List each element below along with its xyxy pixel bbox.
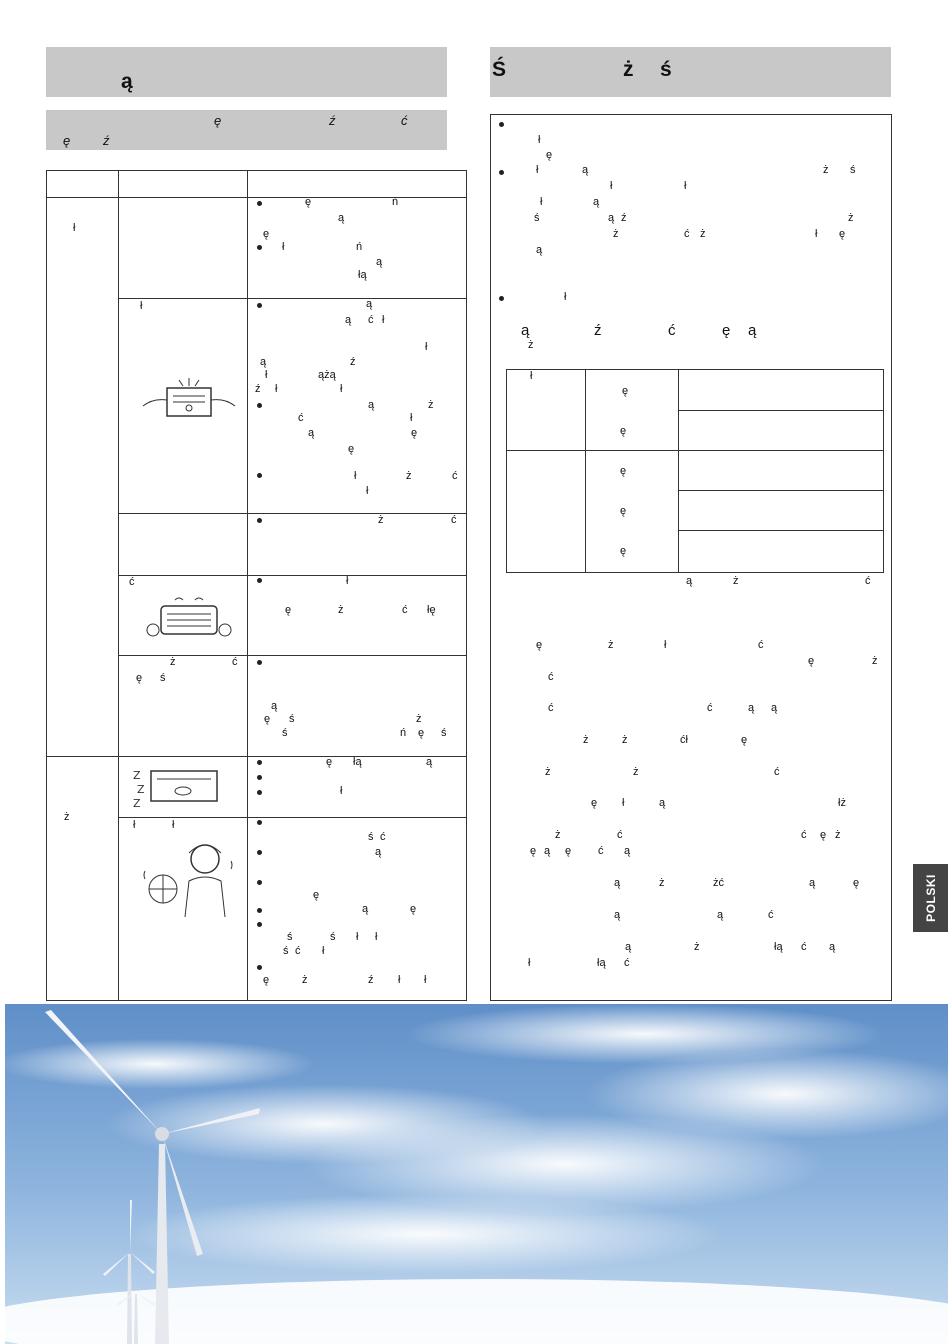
cell-glyph: ń xyxy=(400,727,407,739)
cell-glyph: ę xyxy=(410,903,417,915)
cell-glyph: ą xyxy=(376,256,383,268)
panel-glyph: ć xyxy=(548,702,554,714)
panel-glyph: ć xyxy=(801,941,807,953)
panel-glyph: ć xyxy=(668,322,676,339)
inner-settings-table xyxy=(506,369,884,573)
panel-glyph: ż xyxy=(555,829,561,841)
svg-text:Z: Z xyxy=(133,797,141,810)
panel-glyph: ż xyxy=(613,228,619,240)
panel-glyph: ę xyxy=(820,829,827,841)
panel-glyph: ą xyxy=(686,575,693,587)
panel-glyph: ł xyxy=(610,180,613,192)
panel-glyph: ć xyxy=(758,639,764,651)
panel-glyph: ą xyxy=(829,941,836,953)
panel-glyph: ł xyxy=(622,797,625,809)
person-sweating-illustration xyxy=(139,831,239,921)
panel-glyph: ę xyxy=(722,322,731,339)
panel-glyph: ś xyxy=(534,212,540,224)
cell-glyph: ź xyxy=(255,383,261,395)
panel-glyph: ż xyxy=(700,228,706,240)
panel-glyph: łż xyxy=(838,797,846,809)
right-header-glyph: Ś xyxy=(492,58,507,81)
panel-glyph: łą xyxy=(774,941,783,953)
cell-glyph: ś xyxy=(287,931,293,943)
panel-glyph: ż xyxy=(622,734,628,746)
inner-table-glyph: ę xyxy=(620,465,627,477)
cell-glyph: ążą xyxy=(318,369,336,381)
panel-glyph: ż xyxy=(733,575,739,587)
cell-glyph: ć xyxy=(295,945,301,957)
cell-glyph: ł xyxy=(346,575,349,587)
unit-error-illustration xyxy=(139,376,239,426)
panel-glyph: ż xyxy=(608,639,614,651)
inner-table-glyph: ę xyxy=(620,545,627,557)
cell-glyph: ł xyxy=(140,300,143,312)
panel-glyph: ć xyxy=(865,575,871,587)
panel-glyph: ę xyxy=(530,845,537,857)
panel-glyph: ą xyxy=(614,909,621,921)
cell-glyph: ł xyxy=(398,974,401,986)
cell-glyph: ą xyxy=(308,427,315,439)
panel-glyph: ż xyxy=(545,766,551,778)
panel-glyph: ż xyxy=(583,734,589,746)
unit-sleeping-illustration xyxy=(131,767,231,811)
panel-glyph: ź xyxy=(594,322,602,339)
panel-glyph: ł xyxy=(528,957,531,969)
cell-glyph: łą xyxy=(353,756,362,768)
panel-glyph: ą xyxy=(771,702,778,714)
cell-glyph: ł xyxy=(322,945,325,957)
panel-glyph: ą xyxy=(582,164,589,176)
cell-glyph: ź xyxy=(350,356,356,368)
cell-glyph: ą xyxy=(338,212,345,224)
subheader-glyph: ź xyxy=(103,133,110,148)
panel-glyph: ź xyxy=(621,212,627,224)
cell-glyph: ł xyxy=(356,931,359,943)
panel-glyph: ż xyxy=(872,655,878,667)
panel-glyph: ż xyxy=(633,766,639,778)
panel-glyph: ż xyxy=(659,877,665,889)
cell-glyph: ż xyxy=(170,656,176,668)
panel-glyph: ę xyxy=(591,797,598,809)
cell-glyph: ł xyxy=(275,383,278,395)
panel-glyph: ą xyxy=(659,797,666,809)
left-header-glyph: ą xyxy=(121,70,133,93)
cell-glyph: ź xyxy=(368,974,374,986)
panel-glyph: ć xyxy=(548,671,554,683)
cell-glyph: ł xyxy=(354,470,357,482)
panel-glyph: ł xyxy=(538,134,541,146)
unit-cold-illustration xyxy=(139,596,239,646)
panel-glyph: ę xyxy=(546,149,553,161)
language-tab-label: POLSKI xyxy=(923,874,938,922)
cell-glyph: ń xyxy=(356,241,363,253)
cell-glyph: ą xyxy=(375,846,382,858)
panel-glyph: ę xyxy=(853,877,860,889)
cell-glyph: ą xyxy=(368,399,375,411)
panel-glyph: ż xyxy=(528,339,534,351)
panel-glyph: ć xyxy=(598,845,604,857)
cell-glyph: ś xyxy=(368,831,374,843)
inner-table-glyph: ę xyxy=(622,385,629,397)
cell-glyph: ż xyxy=(428,399,434,411)
panel-glyph: ł xyxy=(540,196,543,208)
panel-glyph: ł xyxy=(684,180,687,192)
panel-glyph: żć xyxy=(713,877,724,889)
wind-turbine-photo xyxy=(5,1004,948,1344)
panel-glyph: ć xyxy=(707,702,713,714)
panel-glyph: ę xyxy=(565,845,572,857)
right-header-glyph: ż xyxy=(623,58,634,81)
cell-glyph: ę xyxy=(326,756,333,768)
panel-glyph: ą xyxy=(809,877,816,889)
cell-glyph: ł xyxy=(340,785,343,797)
panel-glyph: ą xyxy=(536,244,543,256)
cell-glyph: ć xyxy=(451,514,457,526)
panel-glyph: ć xyxy=(774,766,780,778)
right-header-glyph: ś xyxy=(660,58,672,81)
cell-glyph: ą xyxy=(362,903,369,915)
cell-glyph: ń xyxy=(392,196,399,208)
panel-glyph: łą xyxy=(597,957,606,969)
panel-glyph: ą xyxy=(717,909,724,921)
cell-glyph: ż xyxy=(378,514,384,526)
cell-glyph: ę xyxy=(285,604,292,616)
cell-glyph: ł xyxy=(366,485,369,497)
cell-glyph: ł xyxy=(172,819,175,831)
cell-glyph: ś xyxy=(441,727,447,739)
panel-glyph: ż xyxy=(835,829,841,841)
cell-glyph: ł xyxy=(73,222,76,234)
cell-glyph: ł xyxy=(133,819,136,831)
cell-glyph: ę xyxy=(136,672,143,684)
cell-glyph: ś xyxy=(289,713,295,725)
panel-glyph: ą xyxy=(624,845,631,857)
language-tab xyxy=(913,864,948,932)
panel-glyph: ę xyxy=(536,639,543,651)
cell-glyph: ą xyxy=(345,314,352,326)
panel-glyph: ż xyxy=(694,941,700,953)
cell-glyph: ż xyxy=(406,470,412,482)
panel-glyph: ą xyxy=(748,702,755,714)
panel-glyph: ć xyxy=(684,228,690,240)
cell-glyph: ł xyxy=(410,412,413,424)
cell-glyph: ć xyxy=(298,412,304,424)
panel-glyph: ć xyxy=(768,909,774,921)
panel-glyph: ę xyxy=(839,228,846,240)
cell-glyph: łą xyxy=(358,269,367,281)
cell-glyph: ł xyxy=(382,314,385,326)
panel-glyph: ę xyxy=(741,734,748,746)
panel-glyph: ą xyxy=(608,212,615,224)
cell-glyph: ę xyxy=(348,443,355,455)
panel-glyph: ą xyxy=(748,322,757,339)
panel-glyph: ą xyxy=(521,322,530,339)
cell-glyph: ę xyxy=(313,889,320,901)
right-section-header xyxy=(490,47,891,97)
cell-glyph: ę xyxy=(305,196,312,208)
cell-glyph: ł xyxy=(424,974,427,986)
left-section-subheader xyxy=(46,110,447,150)
cell-glyph: ł xyxy=(340,383,343,395)
cell-glyph: ć xyxy=(402,604,408,616)
svg-text:Z: Z xyxy=(137,783,145,796)
subheader-glyph: ę xyxy=(214,113,222,128)
panel-glyph: ś xyxy=(850,164,856,176)
cell-glyph: ć xyxy=(232,656,238,668)
panel-glyph: ł xyxy=(664,639,667,651)
cell-glyph: ą xyxy=(271,700,278,712)
cell-glyph: ą xyxy=(366,298,373,310)
left-section-header xyxy=(46,47,447,97)
panel-glyph: ć xyxy=(624,957,630,969)
panel-glyph: ą xyxy=(625,941,632,953)
cell-glyph: łę xyxy=(427,604,436,616)
maintenance-info-panel xyxy=(490,114,892,1001)
sky-scene xyxy=(5,1004,948,1344)
cell-glyph: ę xyxy=(264,713,271,725)
cell-glyph: ł xyxy=(265,369,268,381)
subheader-glyph: ź xyxy=(329,113,336,128)
panel-glyph: ą xyxy=(544,845,551,857)
cell-glyph: ż xyxy=(338,604,344,616)
cell-glyph: ć xyxy=(380,831,386,843)
svg-text:Z: Z xyxy=(133,769,141,782)
cell-glyph: ę xyxy=(263,228,270,240)
cell-glyph: ę xyxy=(263,974,270,986)
cell-glyph: ś xyxy=(282,727,288,739)
cell-glyph: ą xyxy=(426,756,433,768)
cell-glyph: ś xyxy=(160,672,166,684)
cell-glyph: ć xyxy=(452,470,458,482)
cell-glyph: ś xyxy=(330,931,336,943)
cell-glyph: ę xyxy=(418,727,425,739)
cell-glyph: ż xyxy=(302,974,308,986)
troubleshooting-table xyxy=(46,170,467,1001)
cell-glyph: ś xyxy=(283,945,289,957)
panel-glyph: ć xyxy=(801,829,807,841)
inner-table-glyph: ę xyxy=(620,425,627,437)
panel-glyph: ż xyxy=(823,164,829,176)
panel-glyph: ć xyxy=(617,829,623,841)
panel-glyph: ł xyxy=(815,228,818,240)
inner-table-glyph: ę xyxy=(620,505,627,517)
cell-glyph: ż xyxy=(64,811,70,823)
panel-glyph: ą xyxy=(593,196,600,208)
cell-glyph: ą xyxy=(260,356,267,368)
subheader-glyph: ę xyxy=(63,133,71,148)
cell-glyph: ł xyxy=(375,931,378,943)
cell-glyph: ę xyxy=(411,427,418,439)
inner-table-glyph: ł xyxy=(530,370,533,382)
cell-glyph: ł xyxy=(282,241,285,253)
subheader-glyph: ć xyxy=(401,113,408,128)
cell-glyph: ć xyxy=(368,314,374,326)
panel-glyph: ł xyxy=(536,164,539,176)
panel-glyph: ćł xyxy=(680,734,688,746)
panel-glyph: ł xyxy=(564,291,567,303)
cell-glyph: ł xyxy=(425,341,428,353)
panel-glyph: ę xyxy=(808,655,815,667)
cell-glyph: ć xyxy=(129,576,135,588)
panel-glyph: ż xyxy=(848,212,854,224)
cell-glyph: ż xyxy=(416,713,422,725)
panel-glyph: ą xyxy=(614,877,621,889)
